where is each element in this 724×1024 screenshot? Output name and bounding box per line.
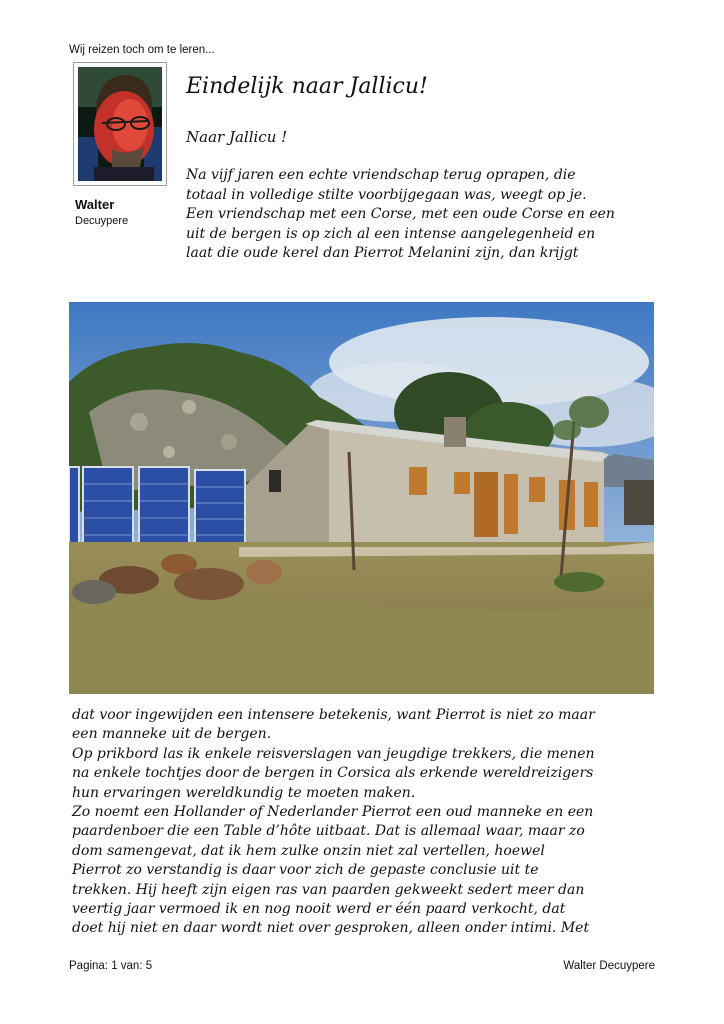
body-paragraph xyxy=(72,706,662,939)
body-line: doet hij niet en daar wordt niet over gesproken, alleen onder intimi. Met xyxy=(72,920,590,937)
article-subtitle: Naar Jallicu ! xyxy=(186,128,288,146)
author-last-name: Decuypere xyxy=(75,215,129,227)
photo-illustration xyxy=(69,302,654,694)
intro-paragraph xyxy=(186,166,666,264)
portrait-image xyxy=(78,67,162,181)
body-line: Op prikbord las ik enkele reisverslagen van jeugdige trekkers, die menen xyxy=(72,745,595,762)
intro-line: totaal in volledige stilte voorbijgegaan was, weegt op je. xyxy=(186,186,587,203)
body-line: dat voor ingewijden een intensere betekenis, want Pierrot is niet zo maar xyxy=(72,707,595,723)
intro-line: Na vijf jaren een echte vriendschap terug oprapen, die xyxy=(186,167,576,183)
body-line: veertig jaar vermoed ik en nog nooit werd er één paard verkocht, dat xyxy=(72,901,566,918)
body-line: na enkele tochtjes door de bergen in Corsica als erkende wereldreizigers xyxy=(72,765,594,782)
author-first-name: Walter xyxy=(75,197,115,212)
page-number: Pagina: 1 van: 5 xyxy=(69,960,153,972)
body-line: Zo noemt een Hollander of Nederlander Pierrot een oud manneke en een xyxy=(72,804,594,821)
body-line: trekken. Hij heeft zijn eigen ras van paarden gekweekt sedert meer dan xyxy=(72,881,585,898)
body-line: een manneke uit de bergen. xyxy=(72,726,272,743)
intro-line: Een vriendschap met een Corse, met een oude Corse en een xyxy=(186,206,615,222)
page-tagline: Wij reizen toch om te leren... xyxy=(69,44,215,56)
house-photo xyxy=(69,302,654,694)
article-title: Eindelijk naar Jallicu! xyxy=(186,74,428,99)
body-line: paardenboer die een Table d’hôte uitbaat. Dat is allemaal waar, maar zo xyxy=(72,823,585,840)
body-line: hun ervaringen wereldkundig te moeten maken. xyxy=(72,784,416,801)
author-portrait xyxy=(73,62,167,186)
footer-author: Walter Decuypere xyxy=(563,960,655,972)
intro-line: laat die oude kerel dan Pierrot Melanini zijn, dan krijgt xyxy=(186,245,579,261)
body-line: dom samengevat, dat ik hem zulke onzin niet zal vertellen, hoewel xyxy=(72,842,545,859)
body-line: Pierrot zo verstandig is daar voor zich de gepaste conclusie uit te xyxy=(72,862,539,879)
intro-line: uit de bergen is op zich al een intense aangelegenheid en xyxy=(186,225,596,242)
